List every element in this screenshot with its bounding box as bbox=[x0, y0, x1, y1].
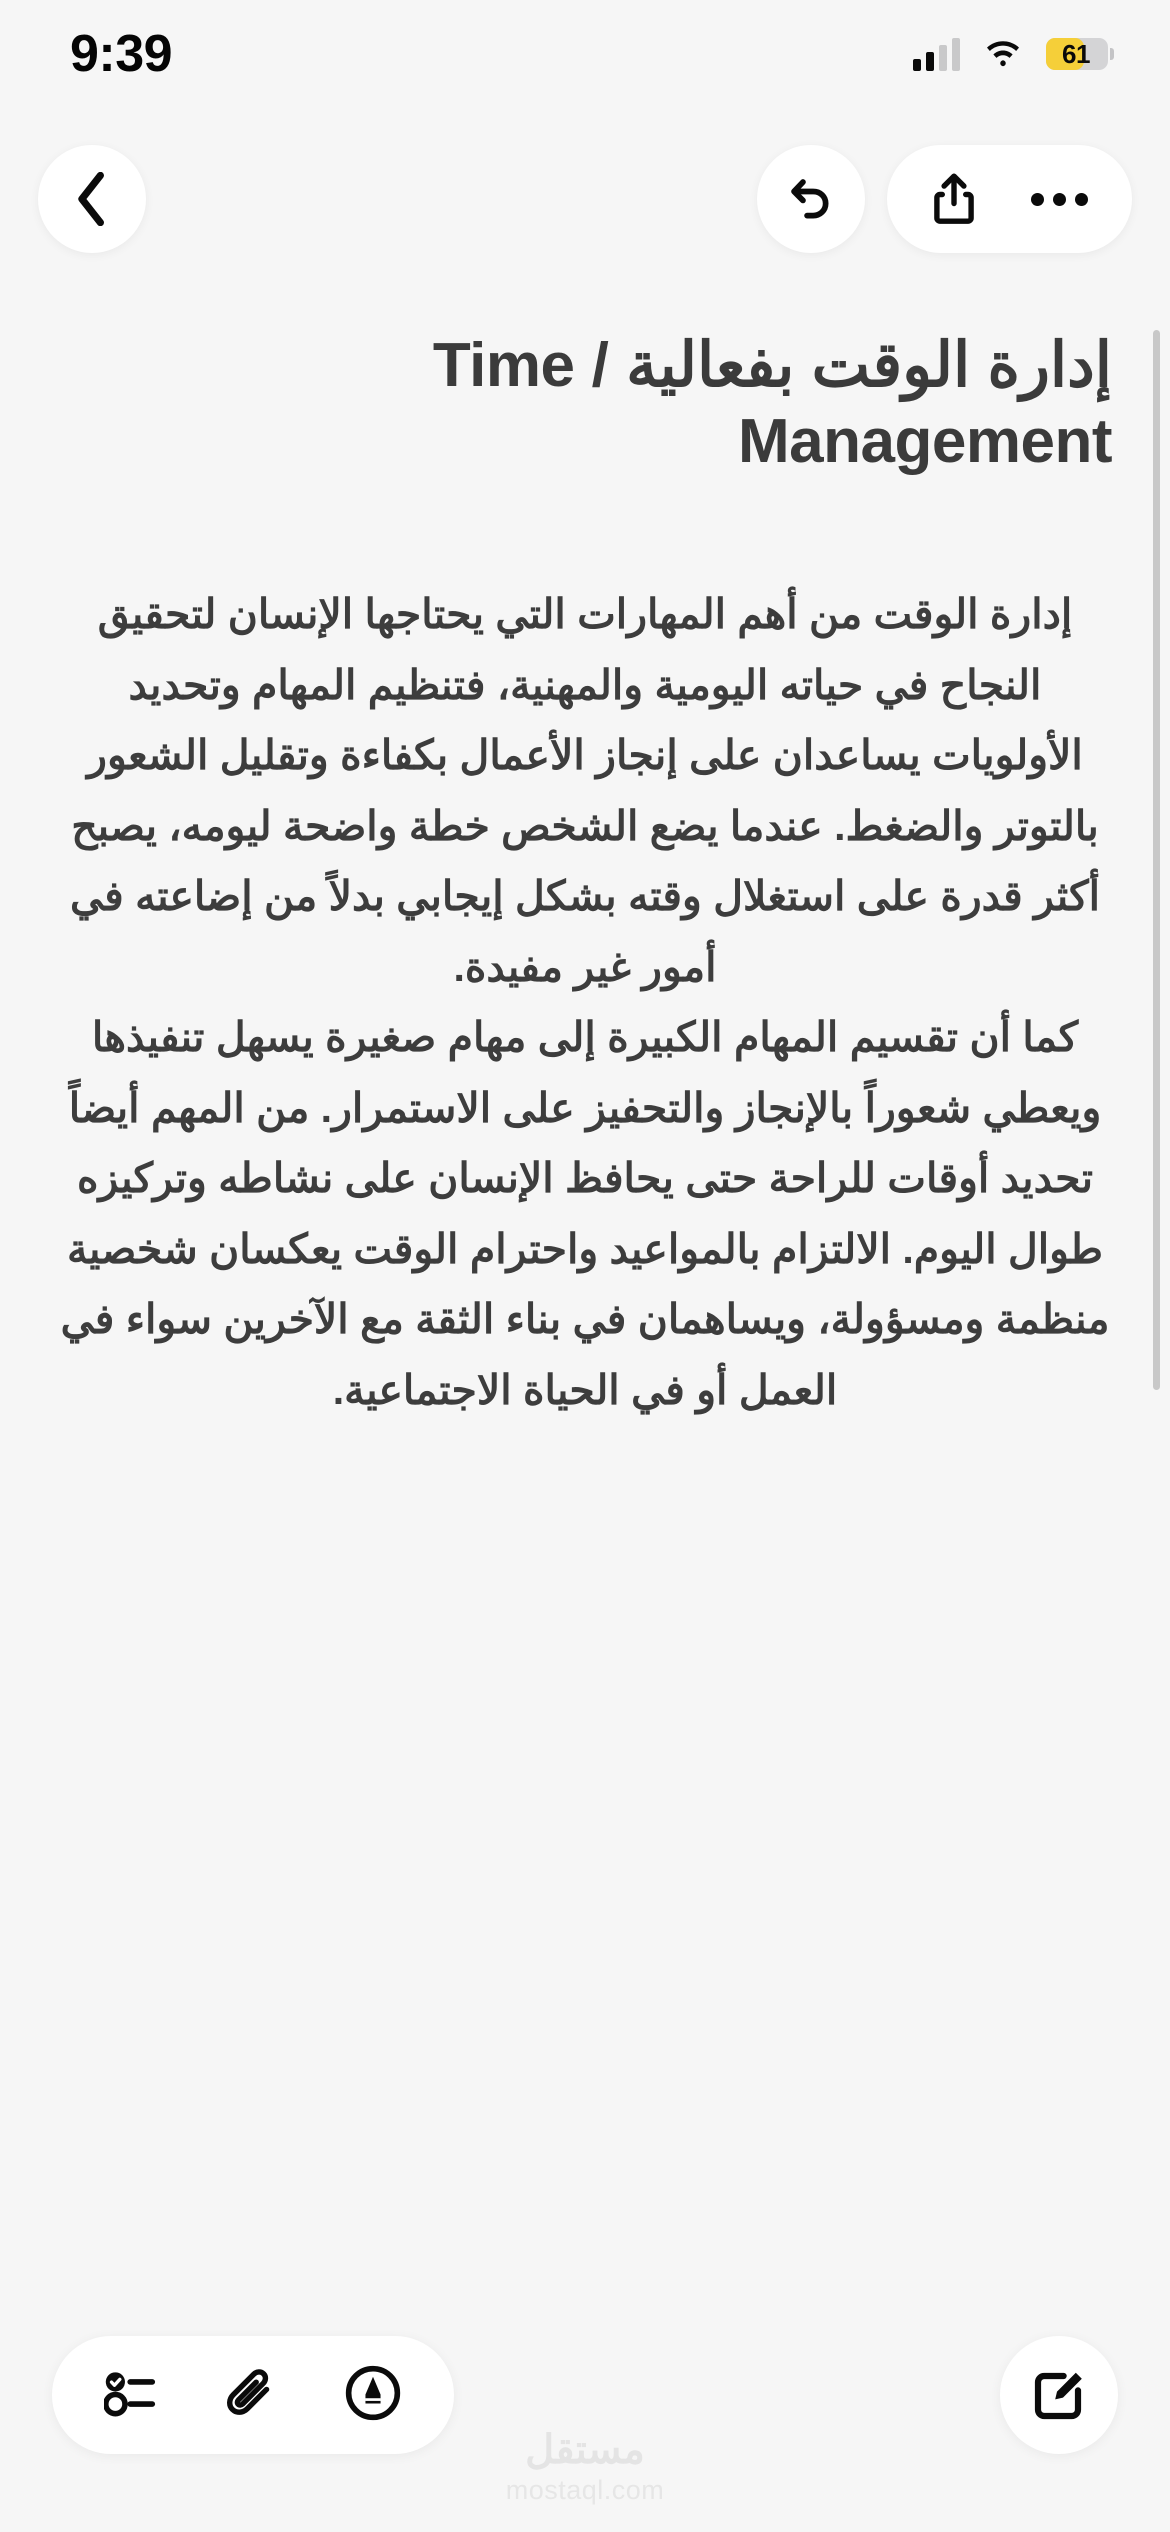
attachment-button[interactable] bbox=[226, 2365, 278, 2426]
status-bar bbox=[0, 0, 1170, 108]
editing-tools-group bbox=[52, 2336, 454, 2454]
compose-button[interactable] bbox=[1000, 2336, 1118, 2454]
watermark-arabic: مستقل bbox=[525, 2428, 645, 2472]
bottom-toolbar bbox=[0, 2320, 1170, 2532]
note-content bbox=[0, 300, 1170, 2320]
note-title: إدارة الوقت بفعالية / Time Management bbox=[432, 331, 1112, 476]
more-options-button[interactable] bbox=[1031, 193, 1088, 206]
note-body[interactable] bbox=[58, 579, 1112, 1425]
top-toolbar-right-group bbox=[757, 145, 1132, 253]
share-button[interactable] bbox=[931, 172, 977, 226]
undo-arrow-icon bbox=[786, 174, 836, 224]
status-indicators bbox=[913, 37, 1108, 71]
watermark-latin: mostaql.com bbox=[505, 2475, 665, 2505]
markup-button[interactable] bbox=[344, 2364, 402, 2427]
markup-pen-icon bbox=[344, 2364, 402, 2427]
wifi-icon bbox=[982, 38, 1024, 70]
note-paragraph: إدارة الوقت من أهم المهارات التي يحتاجها الإنسان لتحقيق النجاح في حياته اليومية والمهنية، فتنظيم المهام وتحديد الأولويات يساعدان على إنجاز الأعمال بكفاءة وتقليل الشعور بالتوتر والضغط. عندما يضع الشخص خطة واضحة ليومه، يصبح أكثر قدرة على استغلال وقته بشكل إيجابي بدلاً من إضاعته في أمور غير مفيدة. bbox=[69, 591, 1101, 990]
chevron-left-icon bbox=[75, 172, 109, 226]
checklist-icon bbox=[104, 2369, 160, 2422]
cellular-signal-icon bbox=[913, 37, 960, 71]
status-time: 9:39 bbox=[70, 25, 173, 83]
note-paragraph: كما أن تقسيم المهام الكبيرة إلى مهام صغيرة يسهل تنفيذها ويعطي شعوراً بالإنجاز والتحفيز على الاستمرار. من المهم أيضاً تحديد أوقات للراحة حتى يحافظ الإنسان على نشاطه وتركيزه طوال اليوم. الالتزام بالمواعيد واحترام الوقت يعكسان شخصية منظمة ومسؤولة، ويساهمان في بناء الثقة مع الآخرين سواء في العمل أو في الحياة الاجتماعية. bbox=[60, 1014, 1110, 1413]
share-and-more-group bbox=[887, 145, 1132, 253]
compose-icon bbox=[1031, 2367, 1087, 2423]
paperclip-icon bbox=[226, 2365, 278, 2426]
back-button[interactable] bbox=[38, 145, 146, 253]
battery-icon bbox=[1046, 38, 1108, 70]
top-toolbar bbox=[0, 140, 1170, 258]
checklist-button[interactable] bbox=[104, 2369, 160, 2422]
battery-percent: 61 bbox=[1062, 38, 1090, 69]
undo-button[interactable] bbox=[757, 145, 865, 253]
more-options-icon bbox=[1031, 193, 1044, 206]
